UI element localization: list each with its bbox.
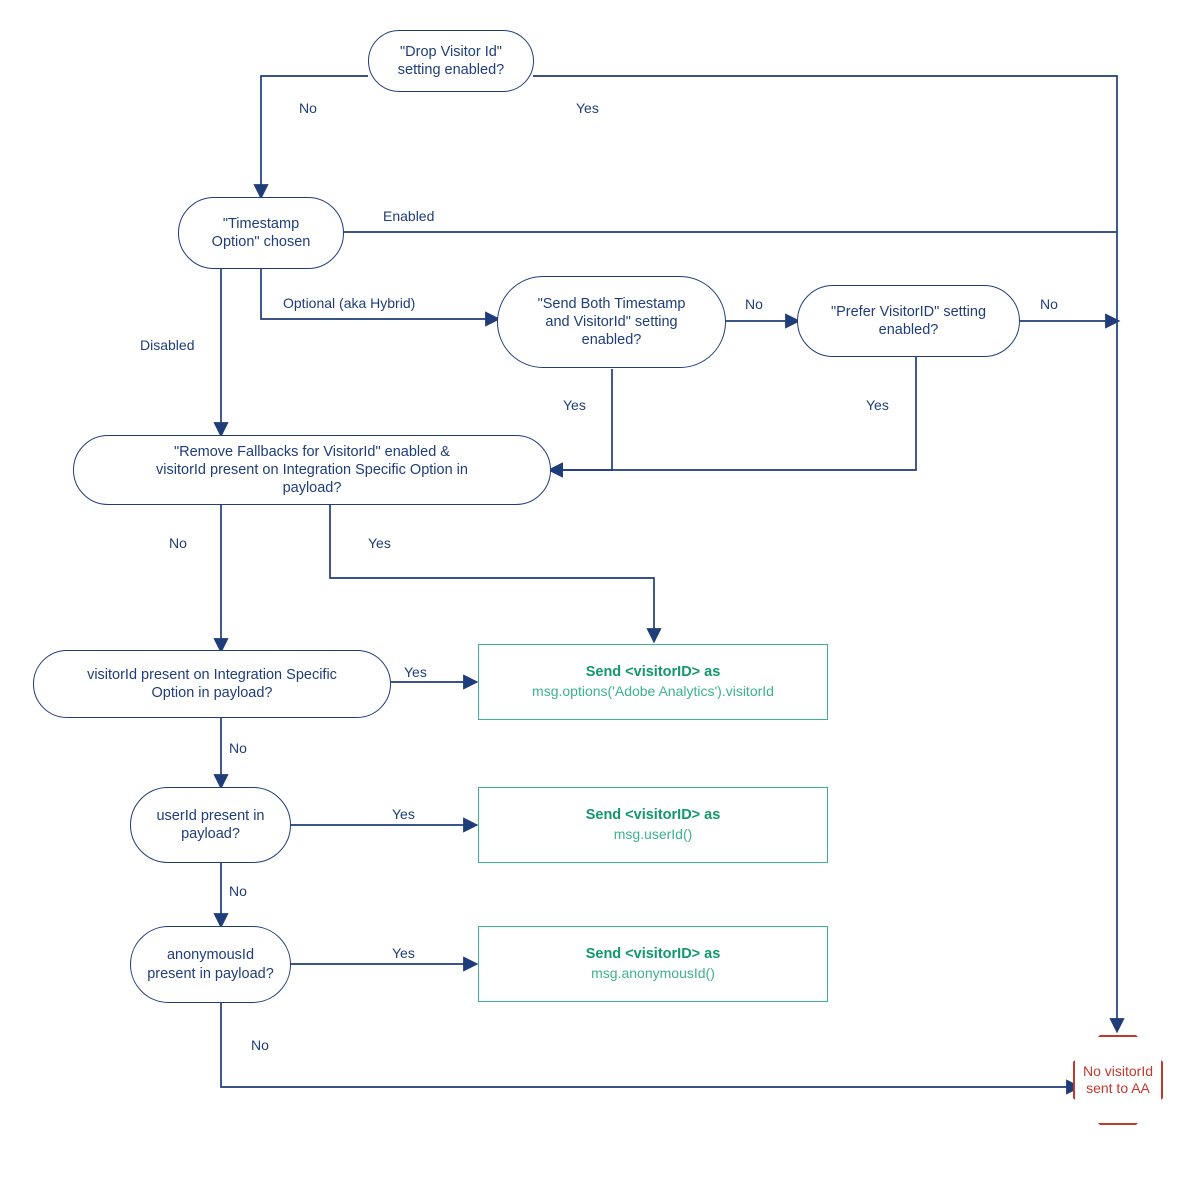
edge-label-anonymousid-no: No: [251, 1037, 269, 1053]
node-line: sent to AA: [1086, 1080, 1150, 1096]
edge-label-timestamp-enabled: Enabled: [383, 208, 435, 224]
node-line: "Prefer VisitorID" setting: [830, 303, 987, 320]
node-send-both-timestamp-and-visitorid: [497, 276, 726, 368]
node-line: "Remove Fallbacks for VisitorId" enabled &: [173, 443, 450, 460]
edge-label-remove-yes: Yes: [368, 535, 391, 551]
node-remove-fallbacks: [73, 435, 551, 505]
edge-label-timestamp-optional: Optional (aka Hybrid): [283, 295, 416, 311]
node-line: payload?: [181, 826, 240, 842]
action-title: Send <visitorID> as: [585, 807, 721, 824]
action-detail: msg.anonymousId(): [591, 965, 715, 982]
action-send-anonymousid: [478, 926, 828, 1002]
edge-label-drop-yes: Yes: [576, 100, 599, 116]
node-line: "Timestamp: [222, 215, 300, 232]
node-line: visitorId present on Integration Specific: [87, 666, 337, 683]
node-drop-visitor-id: [368, 30, 534, 92]
node-line: anonymousId: [166, 947, 255, 964]
edge-label-userid-no: No: [229, 883, 247, 899]
action-detail: msg.options('Adobe Analytics').visitorId: [532, 683, 774, 700]
node-line: No visitorId: [1082, 1062, 1154, 1079]
edge-label-userid-yes: Yes: [392, 806, 415, 822]
action-title: Send <visitorID> as: [585, 946, 721, 963]
node-anonymousid-present: [130, 926, 291, 1003]
edge-label-prefer-no: No: [1040, 296, 1058, 312]
action-title: Send <visitorID> as: [585, 664, 721, 681]
node-line: setting enabled?: [397, 62, 505, 78]
node-line: Option in payload?: [151, 685, 273, 701]
edge-label-visitorid-no: No: [229, 740, 247, 756]
node-line: enabled?: [878, 322, 939, 338]
edge-label-timestamp-disabled: Disabled: [140, 337, 195, 353]
edge-label-remove-no: No: [169, 535, 187, 551]
edge-label-prefer-yes: Yes: [866, 397, 889, 413]
node-line: payload?: [282, 480, 342, 497]
node-userid-present: [130, 787, 291, 863]
node-visitorid-present: [33, 650, 391, 718]
action-send-userid: [478, 787, 828, 863]
node-timestamp-option: [178, 197, 344, 269]
node-line: enabled?: [581, 332, 642, 349]
node-prefer-visitorid: [797, 285, 1020, 357]
node-line: "Send Both Timestamp: [537, 295, 686, 312]
node-line: visitorId present on Integration Specific Option in: [156, 461, 468, 478]
edge-label-anonymousid-yes: Yes: [392, 945, 415, 961]
node-line: "Drop Visitor Id": [400, 43, 502, 60]
node-line: present in payload?: [147, 965, 274, 982]
node-line: and VisitorId" setting: [545, 313, 678, 330]
node-line: userId present in: [156, 807, 265, 824]
edge-label-send-both-no: No: [745, 296, 763, 312]
action-detail: msg.userId(): [613, 826, 693, 843]
edge-label-send-both-yes: Yes: [563, 397, 586, 413]
node-no-visitorid-sent: [1073, 1035, 1163, 1125]
edge-label-visitorid-yes: Yes: [404, 664, 427, 680]
edge-label-drop-no: No: [299, 100, 317, 116]
action-send-integration-option: [478, 644, 828, 720]
node-line: Option" chosen: [211, 234, 311, 250]
